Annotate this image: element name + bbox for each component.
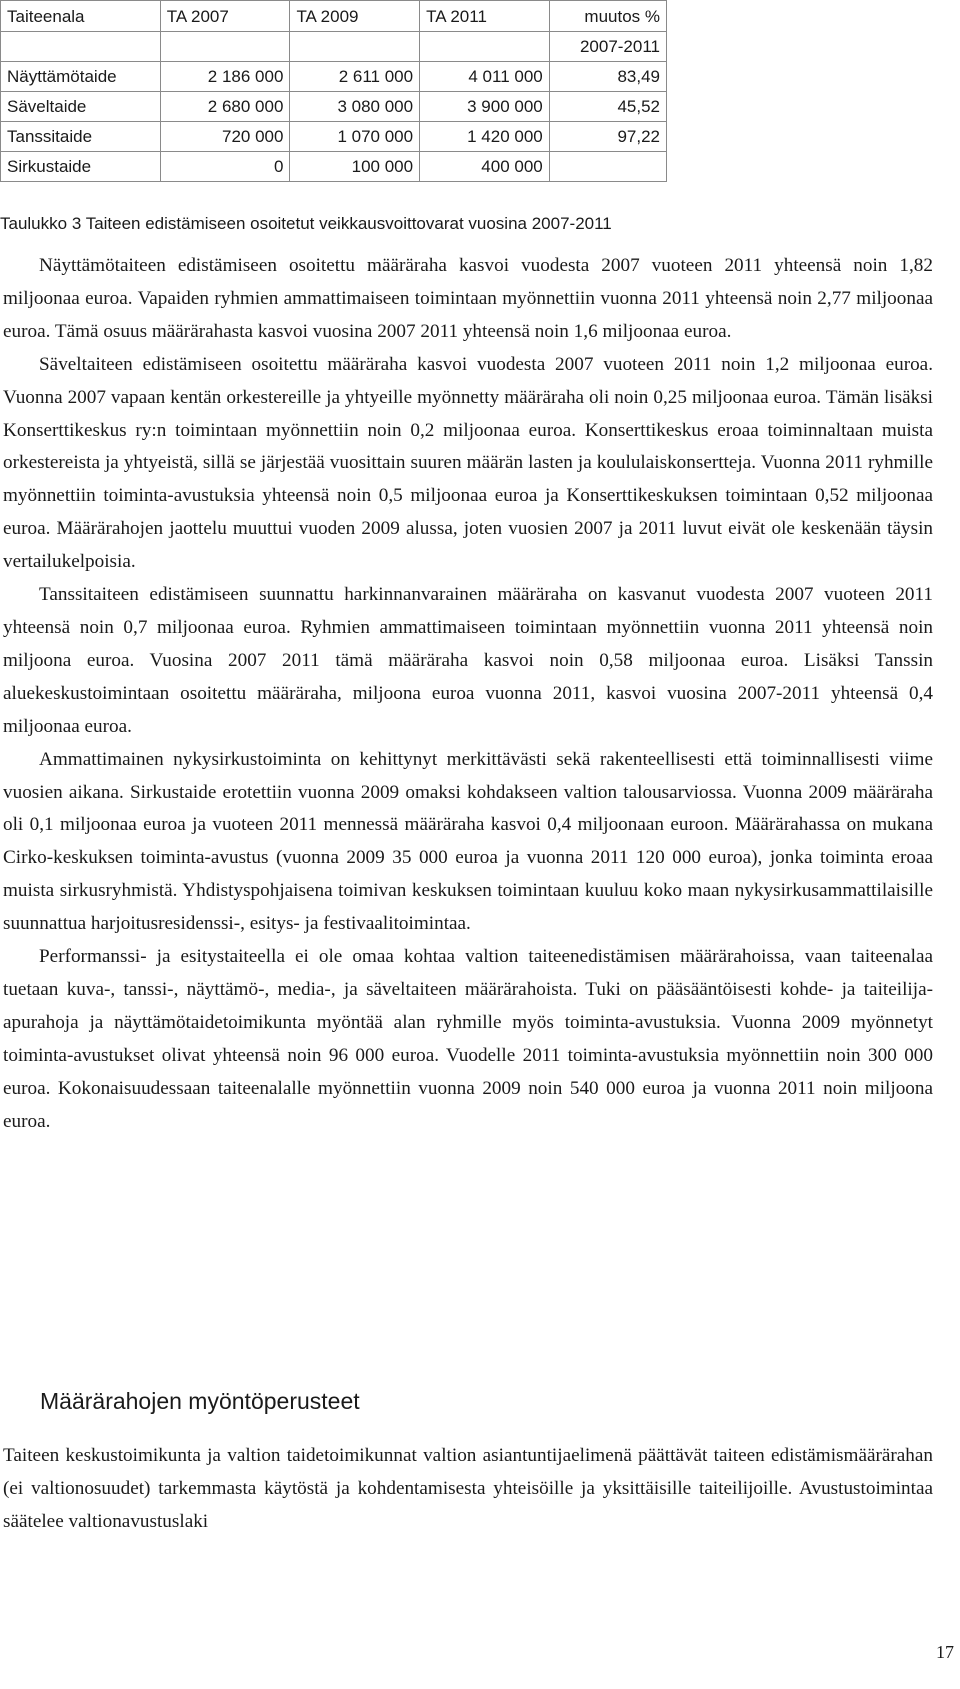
table-header-subrow bbox=[1, 32, 667, 62]
header-sub-empty bbox=[290, 32, 420, 62]
table-row bbox=[1, 152, 667, 182]
cell-ta-2011: 4 011 000 bbox=[420, 62, 550, 92]
cell-category: Säveltaide bbox=[1, 92, 161, 122]
cell-category: Tanssitaide bbox=[1, 122, 161, 152]
cell-ta-2011: 1 420 000 bbox=[420, 122, 550, 152]
page-number: 17 bbox=[936, 1642, 954, 1662]
paragraph-performanssi: Performanssi- ja esitystaiteella ei ole omaa kohtaa valtion taiteenedistämisen määrärahoissa, vaan taiteenalaa tuetaan kuva-, tanssi-, näyttämö-, media-, ja säveltaiteen määrärahoista. Tuki on pääsääntöisesti kohde- ja taiteilija-apurahoja ja näyttämötaidetoimikunta myöntää alan ryhmille myös toiminta-avustuksia. Vuonna 2009 myönnetyt toiminta-avustukset olivat yhteensä noin 96 000 euroa. Vuodelle 2011 toiminta-avustuksia myönnettiin noin 300 000 euroa. Kokonaisuudessaan taiteenalalle myönnettiin vuonna 2009 noin 540 000 euroa ja vuonna 2011 noin miljoona euroa. bbox=[3, 946, 933, 1132]
paragraph-tanssitaide: Tanssitaiteen edistämiseen suunnattu harkinnanvarainen määräraha on kasvanut vuodesta 2007 vuoteen 2011 yhteensä noin 0,7 miljoonaa euroa. Ryhmien ammattimaiseen toimintaan myönnettiin vuonna 2011 yhteensä noin miljoona euroa. Vuosina 2007 2011 tämä määräraha kasvoi noin 0,58 miljoonaa euroa. Lisäksi Tanssin aluekeskustoimintaan osoitettu määräraha, miljoona euroa vuonna 2011, kasvoi vuosina 2007-2011 yhteensä 0,4 miljoonaa euroa. bbox=[3, 584, 933, 737]
paragraph-myontoperusteet: Taiteen keskustoimikunta ja valtion taidetoimikunnat valtion asiantuntijaelimenä päättävät taiteen edistämismäärärahan (ei valtionosuudet) tarkemmasta käytöstä ja kohdentamisesta yhteisöille ja yksittäisille taiteilijoille. Avustustoimintaa säätelee valtionavustuslaki bbox=[3, 1445, 933, 1532]
header-sub-empty bbox=[1, 32, 161, 62]
cell-ta-2011: 3 900 000 bbox=[420, 92, 550, 122]
section-heading: Määrärahojen myöntöperusteet bbox=[40, 1388, 360, 1414]
table-row bbox=[1, 62, 667, 92]
cell-muutos bbox=[549, 152, 666, 182]
cell-category: Näyttämötaide bbox=[1, 62, 161, 92]
cell-category: Sirkustaide bbox=[1, 152, 161, 182]
cell-muutos: 83,49 bbox=[549, 62, 666, 92]
table-row bbox=[1, 122, 667, 152]
cell-ta-2009: 2 611 000 bbox=[290, 62, 420, 92]
allocation-table bbox=[0, 0, 667, 182]
cell-ta-2007: 720 000 bbox=[160, 122, 290, 152]
header-muutos: muutos % bbox=[549, 1, 666, 32]
body-text bbox=[3, 250, 933, 1138]
section-body bbox=[3, 1440, 933, 1539]
paragraph-sirkustaide: Ammattimainen nykysirkustoiminta on kehittynyt merkittävästi sekä rakenteellisesti että toiminnallisesti viime vuosien aikana. Sirkustaide erotettiin vuonna 2009 omaksi kohdakseen valtion talousarviossa. Vuonna 2009 määräraha oli 0,1 miljoonaa euroa ja vuoteen 2011 mennessä määräraha kasvoi 0,4 miljoonaan euroon. Määrärahassa on mukana Cirko-keskuksen toiminta-avustus (vuonna 2009 35 000 euroa ja vuonna 2011 120 000 euroa), jonka toiminta eroaa muista sirkusryhmistä. Yhdistyspohjaisena toimivan keskuksen toimintaan kuuluu koko maan nykysirkusammattilaisille suunnattua harjoitusresidenssi-, esitys- ja festivaalitoimintaa. bbox=[3, 748, 933, 935]
header-taiteenala: Taiteenala bbox=[1, 1, 161, 32]
cell-ta-2011: 400 000 bbox=[420, 152, 550, 182]
header-ta-2011: TA 2011 bbox=[420, 1, 550, 32]
cell-muutos: 45,52 bbox=[549, 92, 666, 122]
table-header-row bbox=[1, 1, 667, 32]
cell-ta-2009: 3 080 000 bbox=[290, 92, 420, 122]
header-sub-empty bbox=[420, 32, 550, 62]
header-ta-2007: TA 2007 bbox=[160, 1, 290, 32]
header-muutos-period: 2007-2011 bbox=[549, 32, 666, 62]
cell-ta-2009: 1 070 000 bbox=[290, 122, 420, 152]
cell-muutos: 97,22 bbox=[549, 122, 666, 152]
cell-ta-2007: 2 680 000 bbox=[160, 92, 290, 122]
cell-ta-2007: 2 186 000 bbox=[160, 62, 290, 92]
paragraph-saveltaide: Säveltaiteen edistämiseen osoitettu määräraha kasvoi vuodesta 2007 vuoteen 2011 noin 1,2 miljoonaa euroa. Vuonna 2007 vapaan kentän orkestereille ja yhtyeille myönnetty määräraha oli noin 0,25 miljoonaa euroa. Tämän lisäksi Konserttikeskus ry:n toimintaan myönnettiin noin 0,2 miljoonaa euroa. Konserttikeskus eroaa toiminnaltaan muista orkestereista ja yhtyeistä, sillä se järjestää vuosittain suuren määrän lasten ja koululaiskonsertteja. Vuonna 2011 ryhmille myönnettiin toiminta-avustuksia yhteensä noin 0,5 miljoonaa euroa ja Konserttikeskuksen toimintaan 0,52 miljoonaa euroa. Määrärahojen jaottelu muuttui vuoden 2009 alussa, joten vuosien 2007 ja 2011 luvut eivät ole keskenään täysin vertailukelpoisia. bbox=[3, 353, 933, 573]
header-ta-2009: TA 2009 bbox=[290, 1, 420, 32]
cell-ta-2009: 100 000 bbox=[290, 152, 420, 182]
paragraph-nayttamotaide: Näyttämötaiteen edistämiseen osoitettu määräraha kasvoi vuodesta 2007 vuoteen 2011 yhteensä noin 1,82 miljoonaa euroa. Vapaiden ryhmien ammattimaiseen toimintaan myönnettiin vuonna 2011 yhteensä noin 2,77 miljoonaa euroa. Tämä osuus määrärahasta kasvoi vuosina 2007 2011 yhteensä noin 1,6 miljoonaa euroa. bbox=[3, 255, 933, 342]
cell-ta-2007: 0 bbox=[160, 152, 290, 182]
allocation-table-container bbox=[0, 0, 667, 182]
table-row bbox=[1, 92, 667, 122]
header-sub-empty bbox=[160, 32, 290, 62]
table-caption: Taulukko 3 Taiteen edistämiseen osoitetut veikkausvoittovarat vuosina 2007-2011 bbox=[0, 214, 612, 233]
